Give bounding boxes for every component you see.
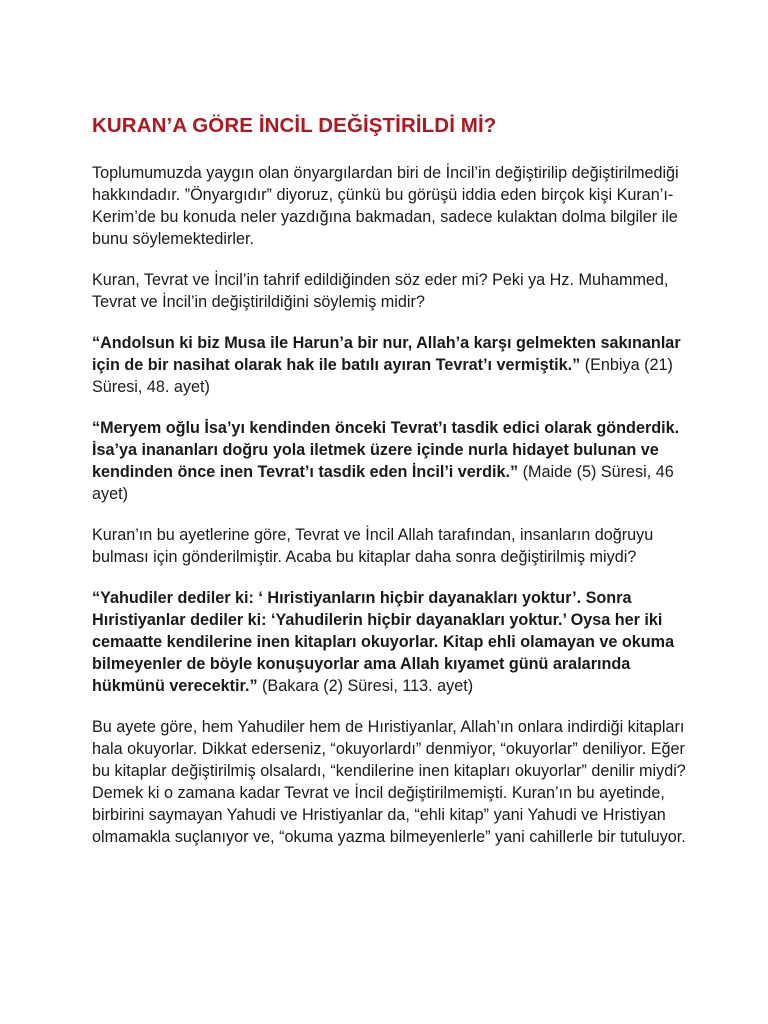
paragraph-question: Kuran, Tevrat ve İncil’in tahrif edildiğinden söz eder mi? Peki ya Hz. Muhammed, Tevrat ve İncil’in değiştirildiğini söylemiş midir? — [92, 271, 669, 311]
verse-text: “Yahudiler dediler ki: ‘ Hıristiyanların hiçbir dayanakları yoktur’. Sonra Hıristiyanlar dediler ki: ‘Yahudilerin hiçbir dayanakları yoktur.’ Oysa her iki cemaatte kendilerine inen kitapları okuyorlar. Kitap ehli olamayan ve okuma bilmeyenler de böyle konuşuyorlar ama Allah kıyamet günü aralarında hükmünü verecektir.” — [92, 589, 675, 695]
verse-reference: (Maide (5) Süresi, 46 ayet) — [92, 463, 674, 503]
verse-quote-maide — [92, 417, 692, 505]
verse-quote-enbiya — [92, 332, 692, 398]
verse-reference: (Enbiya (21) Süresi, 48. ayet) — [92, 356, 673, 396]
verse-reference: (Bakara (2) Süresi, 113. ayet) — [257, 677, 474, 695]
paragraph-conclusion: Bu ayete göre, hem Yahudiler hem de Hıristiyanlar, Allah’ın onlara indirdiği kitapları hala okuyorlar. Dikkat ederseniz, “okuyorlardı” denmiyor, “okuyorlar” deniliyor. Eğer bu kitaplar değiştirilmiş olsalardı, “kendilerine inen kitapları okuyorlar” denilir miydi? Demek ki o zamana kadar Tevrat ve İncil değiştirilmemişti. Kuran’ın bu ayetinde, birbirini saymayan Yahudi ve Hristiyanlar da, “ehli kitap” yani Yahudi ve Hristiyan olmamakla suçlanıyor ve, “okuma yazma bilmeyenlerle” yani cahillerle bir tutuluyor. — [92, 718, 686, 846]
document-content — [92, 112, 692, 867]
verse-text: “Andolsun ki biz Musa ile Harun’a bir nur, Allah’a karşı gelmekten sakınanlar için de bir nasihat olarak hak ile batılı ayıran Tevrat’ı vermiştik.” — [92, 334, 681, 374]
document-title: KURAN’A GÖRE İNCİL DEĞİŞTİRİLDİ Mİ? — [92, 114, 497, 137]
verse-quote-bakara — [92, 587, 692, 697]
verse-text: “Meryem oğlu İsa’yı kendinden önceki Tevrat’ı tasdik edici olarak gönderdik. İsa’ya inananları doğru yola iletmek üzere içinde nurla hidayet bulunan ve kendinden önce inen Tevrat’ı tasdik eden İncil’i verdik.” — [92, 419, 680, 481]
paragraph-intro: Toplumumuzda yaygın olan önyargılardan biri de İncil’in değiştirilip değiştirilmediği hakkındadır. ”Önyargıdır” diyoruz, çünkü bu görüşü iddia eden birçok kişi Kuran’ı- Kerim’de bu konuda neler yazdığına bakmadan, sadece kulaktan dolma bilgiler ile bunu söylemektedirler. — [92, 164, 679, 248]
paragraph-interpretation: Kuran’ın bu ayetlerine göre, Tevrat ve İncil Allah tarafından, insanların doğruyu bulması için gönderilmiştir. Acaba bu kitaplar daha sonra değiştirilmiş miydi? — [92, 526, 654, 566]
